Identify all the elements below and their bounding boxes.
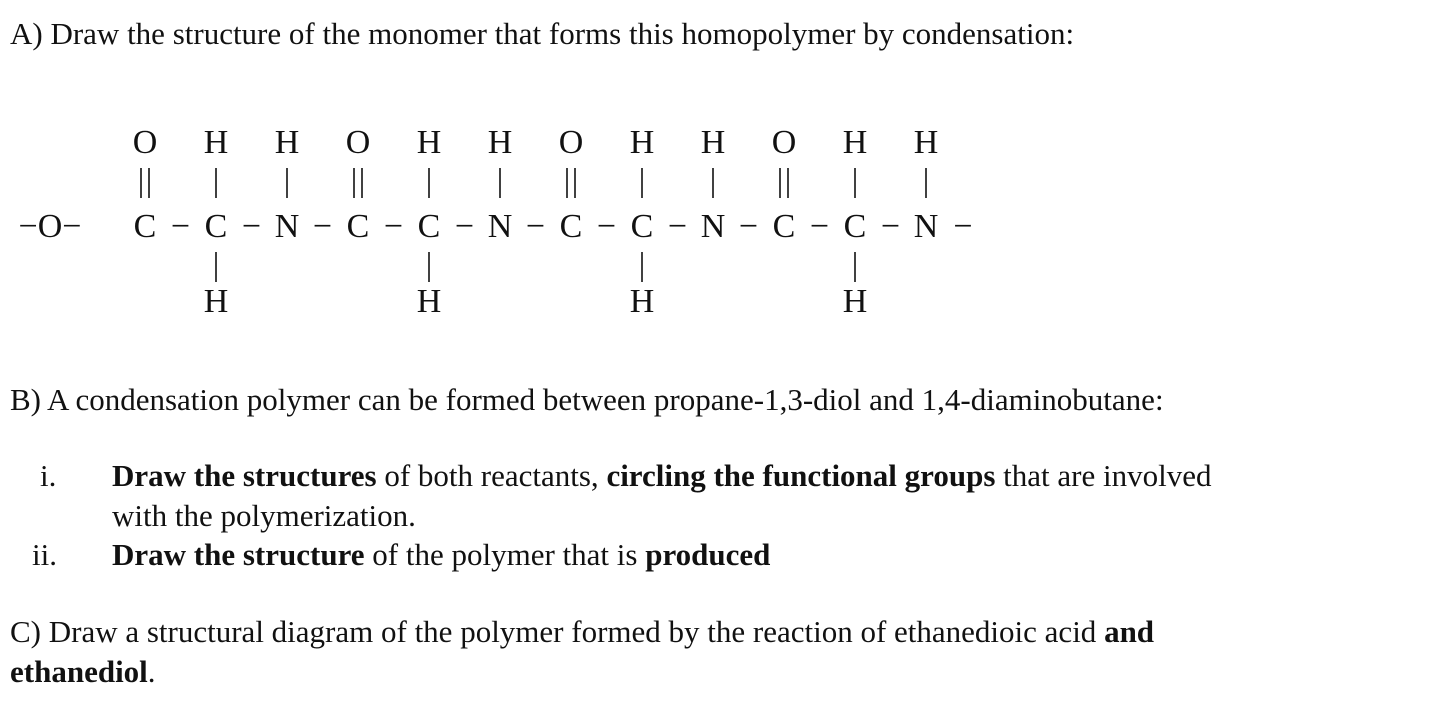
- bottom-atom-7: H: [629, 283, 655, 320]
- backbone-atom-8: N: [700, 208, 726, 245]
- part-c-bold-1: and: [1104, 614, 1155, 649]
- part-c-question-line-2: [10, 654, 156, 690]
- part-c-bold-2: ethanediol: [10, 654, 148, 689]
- backbone-atom-5: N: [487, 208, 513, 245]
- item-i-text: [112, 458, 1211, 494]
- top-atom-6: O: [558, 124, 584, 161]
- chain-bond-9: −: [809, 208, 830, 245]
- top-atom-4: H: [416, 124, 442, 161]
- backbone-atom-1: C: [204, 208, 228, 245]
- item-i-bold-2: circling the functional groups: [606, 458, 996, 493]
- backbone-atom-11: N: [913, 208, 939, 245]
- chain-bond-1: −: [241, 208, 262, 245]
- top-atom-1: H: [203, 124, 229, 161]
- top-atom-10: H: [842, 124, 868, 161]
- chain-bond-8: −: [738, 208, 759, 245]
- backbone-atom-9: C: [772, 208, 796, 245]
- chain-start-text: −O−: [18, 208, 82, 245]
- item-ii-text: [112, 537, 770, 573]
- bottom-atom-1: H: [203, 283, 229, 320]
- part-c-question-line-1: [10, 614, 1154, 650]
- item-ii-text-1: of the polymer that is: [364, 537, 646, 572]
- backbone-atom-7: C: [630, 208, 654, 245]
- part-a-question: A) Draw the structure of the monomer that forms this homopolymer by condensation:: [10, 16, 1075, 51]
- chain-bond-6: −: [596, 208, 617, 245]
- chain-bond-4: −: [454, 208, 475, 245]
- bottom-atom-4: H: [416, 283, 442, 320]
- item-i-line-2: with the polymerization.: [112, 498, 416, 533]
- item-i-numeral: i.: [40, 458, 57, 493]
- backbone-atom-2: N: [274, 208, 300, 245]
- chain-bond-10: −: [880, 208, 901, 245]
- item-ii-bold-1: Draw the structure: [112, 537, 365, 572]
- chain-bond-7: −: [667, 208, 688, 245]
- item-i-text-2: that are involved: [995, 458, 1212, 493]
- chain-bond-3: −: [383, 208, 404, 245]
- chain-bond-2: −: [312, 208, 333, 245]
- backbone-atom-4: C: [417, 208, 441, 245]
- chain-bond-0: −: [170, 208, 191, 245]
- top-atom-7: H: [629, 124, 655, 161]
- part-c-text-1: C) Draw a structural diagram of the polymer formed by the reaction of ethanedioic acid: [10, 614, 1105, 649]
- backbone-atom-3: C: [346, 208, 370, 245]
- backbone-atom-10: C: [843, 208, 867, 245]
- item-ii-bold-2: produced: [645, 537, 771, 572]
- item-i-text-1: of both reactants,: [376, 458, 607, 493]
- item-i-bold-1: Draw the structures: [112, 458, 377, 493]
- top-atom-11: H: [913, 124, 939, 161]
- top-atom-3: O: [345, 124, 371, 161]
- top-atom-5: H: [487, 124, 513, 161]
- chain-end-text: −: [953, 208, 973, 245]
- backbone-atom-6: C: [559, 208, 583, 245]
- top-atom-8: H: [700, 124, 726, 161]
- top-atom-0: O: [132, 124, 158, 161]
- polypeptide-structure-diagram: [0, 70, 1000, 340]
- top-atom-9: O: [771, 124, 797, 161]
- part-c-text-2: .: [147, 654, 156, 689]
- bottom-atom-10: H: [842, 283, 868, 320]
- backbone-atom-0: C: [133, 208, 157, 245]
- top-atom-2: H: [274, 124, 300, 161]
- part-b-question: B) A condensation polymer can be formed between propane-1,3-diol and 1,4-diaminobutane:: [10, 382, 1164, 417]
- item-ii-numeral: ii.: [32, 537, 57, 572]
- chain-bond-5: −: [525, 208, 546, 245]
